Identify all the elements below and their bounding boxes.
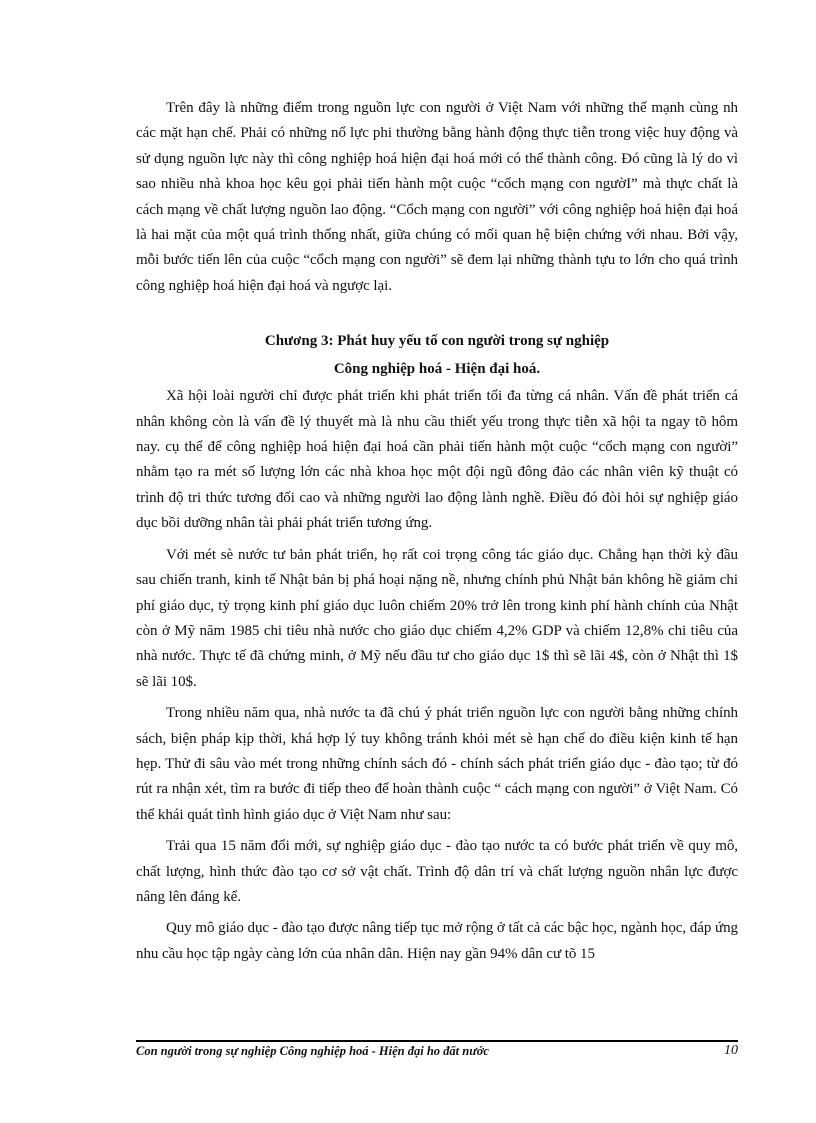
page-number: 10 xyxy=(724,1043,738,1058)
footer-divider xyxy=(136,1040,738,1042)
paragraph-national-policy: Trong nhiều năm qua, nhà nước ta đã chú ý phát triển nguồn lực con người bằng những chính sách, biện pháp kịp thời, khá hợp lý tuy không tránh khỏi mét sè hạn chế do điều kiện kinh tế hạn hẹp. Thử đi sâu vào mét trong những chính sách đó - chính sách phát triển giáo dục - đào tạo; từ đó rút ra nhận xét, tìm ra bước đi tiếp theo để hoàn thành cuộc “ cách mạng con người” ở Việt Nam. Có thể khái quát tình hình giáo dục ở Việt Nam như sau: xyxy=(136,705,738,823)
paragraph-intro: Trên đây là những điểm trong nguồn lực con người ở Việt Nam với những thế mạnh cùng nh các mặt hạn chế. Phải có những nổ lực phi thường bằng hành động thực tiễn trong việc huy động và sử dụng nguồn lực này thì công nghiệp hoá hiện đại hoá mới có thể thành công. Đó cũng là lý do vì sao nhiều nhà khoa học kêu gọi phải tiến hành một cuộc “cổch mạng con ngườI” mà thực chất là cách mạng về chất lượng nguồn lao động. “Cổch mạng con người” với công nghiệp hoá hiện đại hoá là hai mặt của một quá trình thống nhất, giữa chúng có mối quan hệ biện chứng với nhau. Bởi vậy, mỗi bước tiến lên của cuộc “cổch mạng con người” sẽ đem lại những thành tựu to lớn cho quá trình công nghiệp hoá hiện đại hoá và ngược lại. xyxy=(136,100,738,294)
chapter-title-line1: Chương 3: Phát huy yếu tố con người trong sự nghiệp xyxy=(264,333,610,350)
paragraph-education-spending: Với mét sè nước tư bản phát triển, họ rất coi trọng công tác giáo dục. Chẳng hạn thời kỳ đầu sau chiến tranh, kinh tế Nhật bản bị phá hoại nặng nề, nhưng chính phủ Nhật bản không hề giảm chi phí giáo dục, tỷ trọng kinh phí giáo dục luôn chiếm 20% trở lên trong kinh phí hành chính của Nhật còn ở Mỹ năm 1985 chi tiêu nhà nước cho giáo dục chiếm 4,2% GDP và chiếm 12,8% chi tiêu của nhà nước. Thực tế đã chứng minh, ở Mỹ nếu đầu tư cho giáo dục 1$ thì sẽ lãi 4$, còn ở Nhật thì 1$ sẽ lãi 10$. xyxy=(136,546,738,690)
paragraph-education-scale: Quy mô giáo dục - đào tạo được nâng tiếp tục mở rộng ở tất cả các bậc học, ngành học, đáp ứng nhu cầu học tập ngày càng lớn của nhân dân. Hiện nay gần 94% dân cư tõ 15 xyxy=(136,920,738,962)
chapter-title-line2: Công nghiệp hoá - Hiện đại hoá. xyxy=(333,361,541,378)
document-body xyxy=(136,96,738,973)
paragraph-reform-progress: Trải qua 15 năm đổi mới, sự nghiệp giáo dục - đào tạo nước ta có bước phát triển về quy mô, chất lượng, hình thức đào tạo cơ sở vật chất. Trình độ dân trí và chất lượng nguồn nhân lực được nâng lên đáng kể. xyxy=(136,838,738,905)
footer-running-title: Con người trong sự nghiệp Công nghiệp hoá - Hiện đại ho đất nước xyxy=(136,1044,489,1058)
paragraph-individual-development: Xã hội loài người chỉ được phát triển khi phát triển tối đa từng cá nhân. Vấn đề phát triển cá nhân không còn là vấn đề lý thuyết mà là nhu cầu thiết yếu trong thực tiễn xã hội ta ngay tõ hôm nay. cụ thể để công nghiệp hoá hiện đại hoá cần phải tiến hành một cuộc “cổch mạng con người” nhằm tạo ra mét số lượng lớn các nhà khoa học một đội ngũ đông đảo các nhân viên kỹ thuật có trình độ tri thức tương đối cao và những người lao động lành nghề. Điều đó đòi hỏi sự nghiệp giáo dục bồi dưỡng nhân tài phải phát triển tương ứng. xyxy=(136,388,738,532)
